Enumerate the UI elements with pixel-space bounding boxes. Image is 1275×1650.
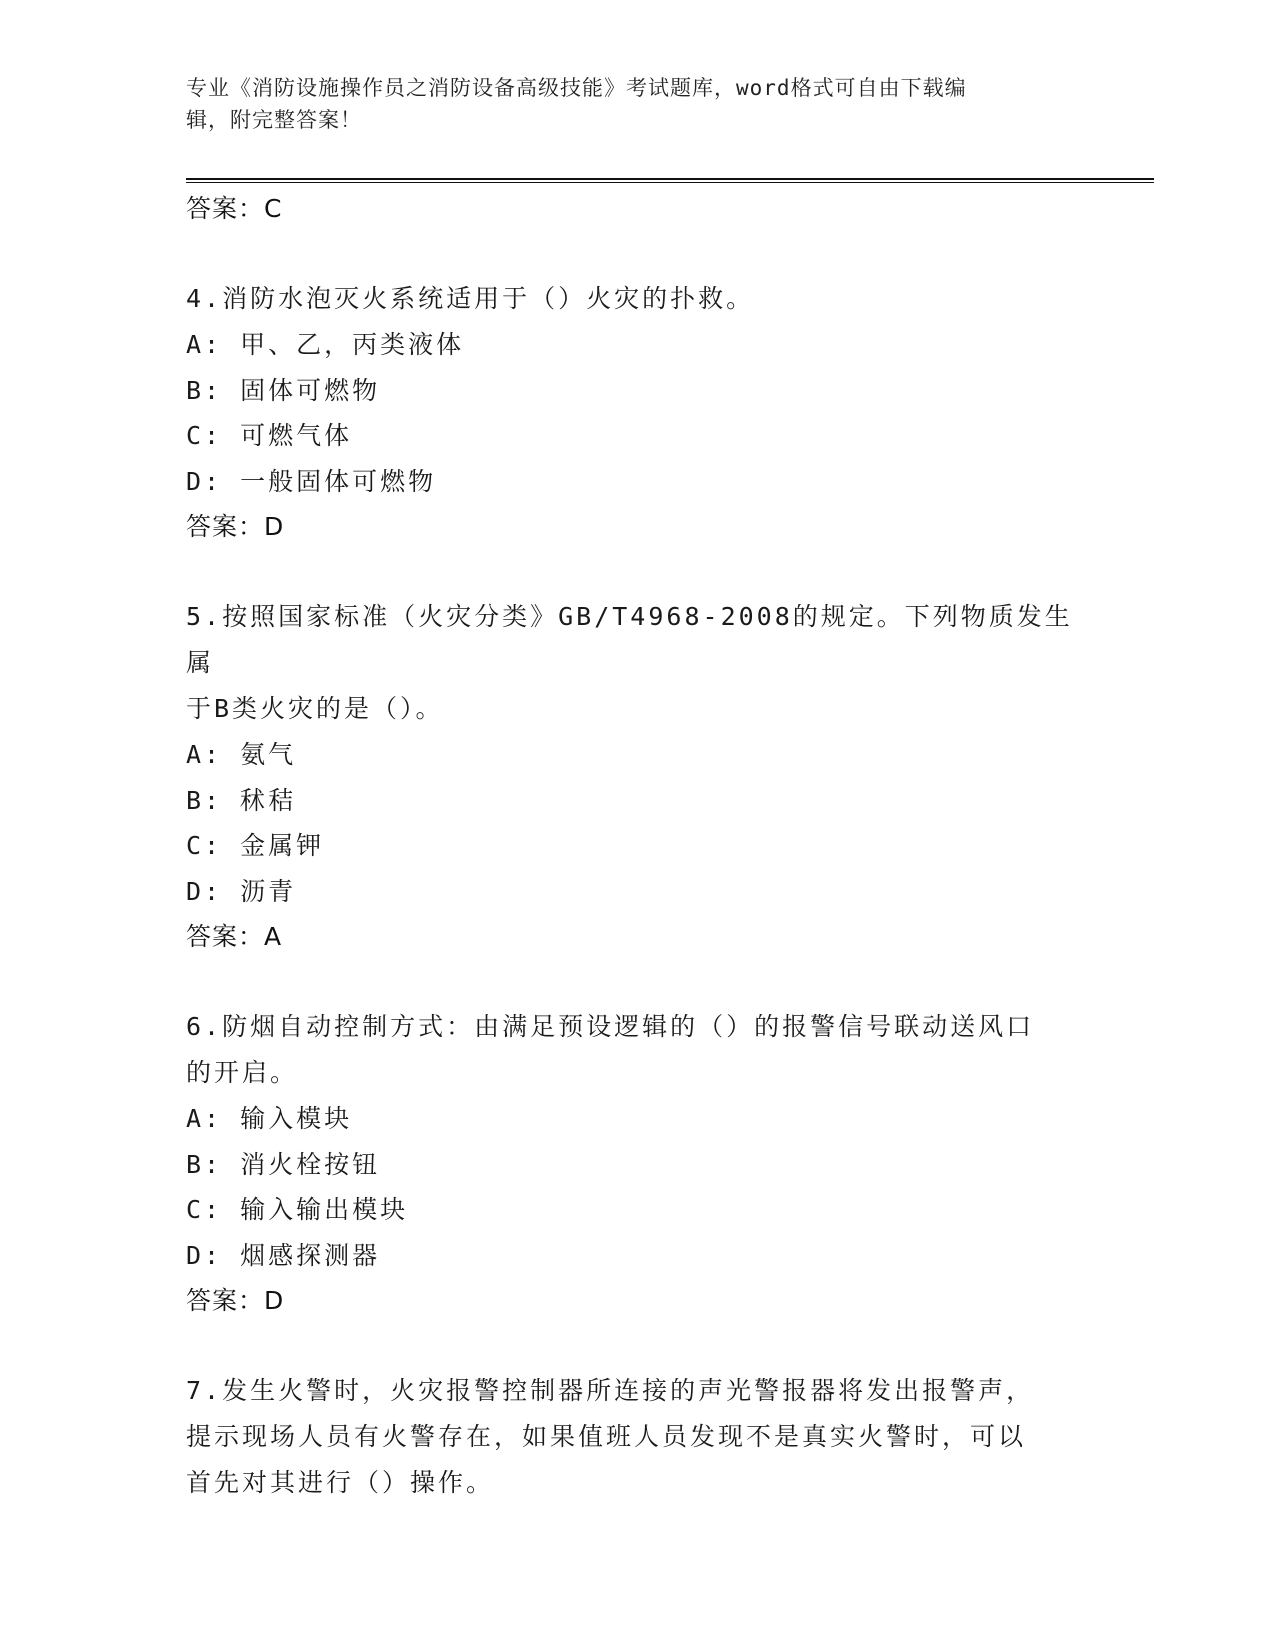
question-6 [186, 1004, 1086, 1324]
option-b: B: 消火栓按钮 [186, 1149, 381, 1179]
option-c: C: 可燃气体 [186, 421, 353, 450]
question-stem [186, 594, 1086, 732]
option-a: A: 氨气 [186, 740, 297, 769]
answer: 答案：A [186, 922, 283, 951]
answer: 答案：D [186, 512, 285, 541]
stem-line: 于B类火灾的是（）。 [186, 694, 444, 723]
header-divider-thick [186, 178, 1154, 180]
question-7 [186, 1368, 1086, 1506]
question-stem [186, 1368, 1086, 1506]
question-5 [186, 594, 1086, 960]
option-b: B: 秫秸 [186, 785, 297, 815]
header-line-2: 辑，附完整答案！ [186, 108, 362, 132]
stem-line: 提示现场人员有火警存在，如果值班人员发现不是真实火警时，可以 [186, 1422, 1027, 1451]
stem-line: 首先对其进行（）操作。 [186, 1468, 495, 1497]
option-a: A: 甲、乙，丙类液体 [186, 330, 465, 359]
option-d: D: 沥青 [186, 876, 297, 906]
question-4 [186, 276, 1086, 550]
answer: 答案：D [186, 1286, 285, 1315]
option-d: D: 一般固体可燃物 [186, 466, 437, 496]
option-c: C: 输入输出模块 [186, 1195, 409, 1224]
question-stem [186, 1004, 1086, 1096]
header-divider-thin [186, 182, 1154, 183]
option-d: D: 烟感探测器 [186, 1240, 381, 1270]
stem-line: 5.按照国家标准（火灾分类》GB/T4968-2008的规定。下列物质发生属 [186, 602, 1073, 677]
stem-line: 7.发生火警时，火灾报警控制器所连接的声光警报器将发出报警声， [186, 1376, 1035, 1405]
stem-line: 的开启。 [186, 1058, 299, 1087]
stem-line: 6.防烟自动控制方式：由满足预设逻辑的（）的报警信号联动送风口 [186, 1012, 1035, 1041]
option-a: A: 输入模块 [186, 1104, 353, 1133]
option-c: C: 金属钾 [186, 831, 325, 860]
previous-answer: 答案：C [186, 194, 283, 223]
header-line-1: 专业《消防设施操作员之消防设备高级技能》考试题库，word格式可自由下载编 [186, 76, 967, 100]
option-b: B: 固体可燃物 [186, 375, 381, 405]
question-content [186, 186, 1086, 1506]
stem-line: 4.消防水泡灭火系统适用于（）火灾的扑救。 [186, 284, 755, 313]
document-header [186, 72, 1086, 136]
question-stem [186, 276, 1086, 322]
